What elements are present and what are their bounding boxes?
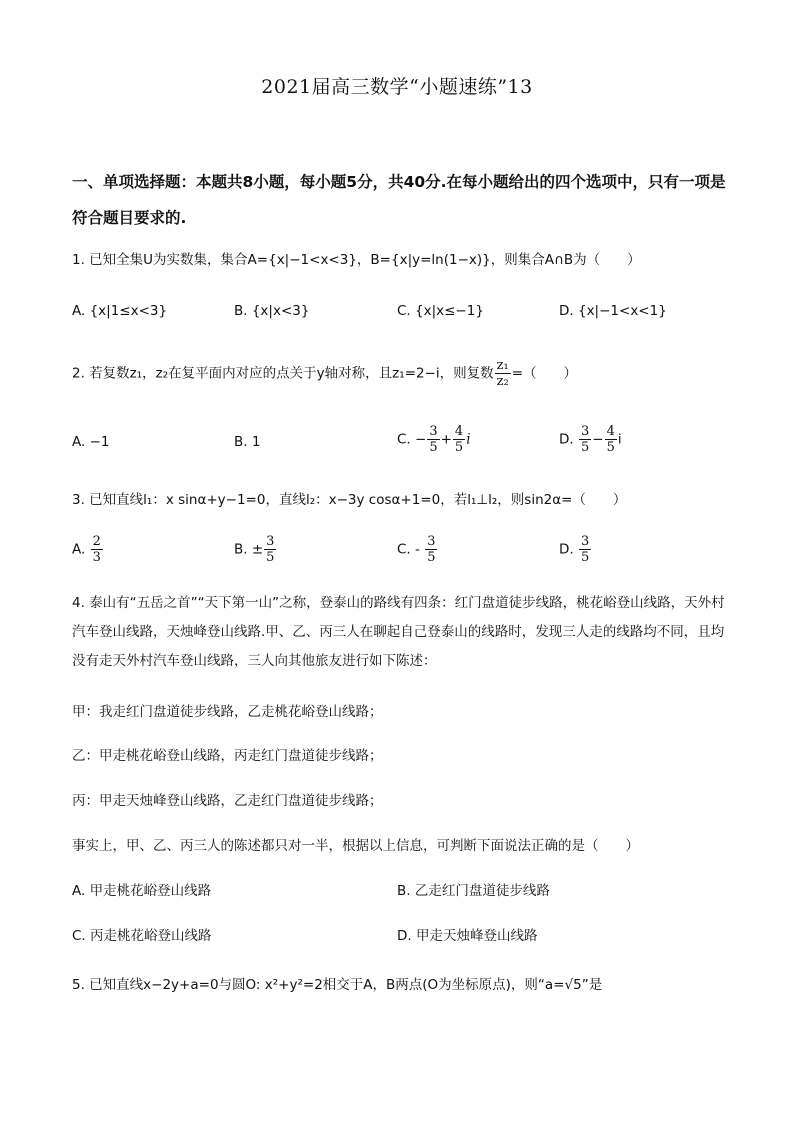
q2-c-frac-1	[427, 424, 439, 455]
q3-a-label: A.	[72, 541, 86, 558]
q2-d-f1-den: 5	[580, 440, 590, 455]
q3-c-label: C. -	[397, 541, 420, 558]
q2-option-d[interactable]	[559, 424, 622, 455]
section-heading: 一、单项选择题：本题共8小题，每小题5分，共40分.在每小题给出的四个选项中，只有一项是符合题目要求的.	[72, 173, 726, 227]
q2-c-f2-den: 5	[454, 440, 464, 455]
q2-fraction	[495, 358, 511, 389]
q4-option-d[interactable]: D. 甲走天烛峰登山线路	[397, 928, 538, 944]
q4-fact: 事实上，甲、乙、丙三人的陈述都只对一半，根据以上信息，可判断下面说法正确的是（ ）	[72, 838, 639, 854]
q2-d-tail: i	[617, 431, 622, 448]
q2-option-c[interactable]	[397, 424, 471, 455]
q2-c-label: C.	[397, 431, 411, 448]
q2-d-label: D.	[559, 431, 574, 448]
q2-d-frac-1	[579, 424, 591, 455]
q2-stem-after: =（ ）	[511, 365, 577, 382]
q3-c-num: 3	[427, 534, 436, 549]
q3-d-label: D.	[559, 541, 574, 558]
q4-option-a[interactable]: A. 甲走桃花峪登山线路	[72, 883, 212, 899]
q3-option-a[interactable]	[72, 534, 104, 565]
question-2-stem	[72, 358, 732, 389]
q3-b-frac	[264, 534, 276, 565]
q3-option-c[interactable]	[397, 534, 438, 565]
q2-frac-num: z₁	[496, 358, 509, 373]
q4-statement-bing: 丙：甲走天烛峰登山线路，乙走红门盘道徒步线路；	[72, 793, 383, 809]
q3-option-b[interactable]	[234, 534, 277, 565]
page-title: 2021届高三数学“小题速练”13	[261, 76, 533, 98]
q2-c-f2-num: 4	[454, 424, 464, 439]
q1-option-c[interactable]: C. {x|x≤−1}	[397, 303, 484, 319]
q4-statement-jia: 甲：我走红门盘道徒步线路，乙走桃花峪登山线路；	[72, 704, 383, 720]
q3-d-den: 5	[580, 550, 590, 565]
q3-b-label: B. ±	[234, 541, 264, 558]
q2-d-f1-num: 3	[580, 424, 590, 439]
q1-option-a[interactable]: A. {x|1≤x<3}	[72, 303, 168, 319]
question-5-stem: 5. 已知直线x−2y+a=0与圆O: x²+y²=2相交于A，B两点(O为坐标原点)，则“a=√5”是	[72, 977, 603, 993]
q4-statement-yi: 乙：甲走桃花峪登山线路，丙走红门盘道徒步线路；	[72, 748, 383, 764]
q4-option-b[interactable]: B. 乙走红门盘道徒步线路	[397, 883, 550, 899]
q2-d-frac-2	[605, 424, 617, 455]
q3-d-frac	[579, 534, 591, 565]
q2-c-plus: +	[440, 431, 452, 448]
q2-d-minus: −	[592, 431, 604, 448]
q3-c-frac	[425, 534, 437, 565]
q2-c-sign: −	[415, 431, 427, 448]
q3-b-den: 5	[266, 550, 275, 565]
q2-option-a[interactable]: A. −1	[72, 434, 110, 450]
question-1-stem: 1. 已知全集U为实数集，集合A={x|−1<x<3}，B={x|y=ln(1−x)}，则集合A∩B为（ ）	[72, 252, 641, 268]
q2-d-f2-den: 5	[606, 440, 615, 455]
question-3-stem: 3. 已知直线l₁：x sinα+y−1=0，直线l₂：x−3y cosα+1=0，若l₁⊥l₂，则sin2α=（ ）	[72, 492, 627, 508]
q2-c-f1-den: 5	[429, 440, 438, 455]
q3-a-num: 2	[92, 534, 101, 549]
q2-frac-den: z₂	[496, 374, 509, 389]
q2-c-f1-num: 3	[429, 424, 438, 439]
q1-option-d[interactable]: D. {x|−1<x<1}	[559, 303, 667, 319]
q3-option-d[interactable]	[559, 534, 592, 565]
q3-d-num: 3	[580, 534, 590, 549]
q3-b-num: 3	[266, 534, 275, 549]
q1-option-b[interactable]: B. {x|x<3}	[234, 303, 310, 319]
q2-d-f2-num: 4	[606, 424, 615, 439]
q2-c-frac-2	[453, 424, 465, 455]
q2-c-tail: i	[466, 431, 471, 448]
q2-stem-before: 2. 若复数z₁，z₂在复平面内对应的点关于y轴对称，且z₁=2−i，则复数	[72, 365, 494, 382]
q4-option-c[interactable]: C. 丙走桃花峪登山线路	[72, 928, 212, 944]
q2-option-b[interactable]: B. 1	[234, 434, 261, 450]
q3-c-den: 5	[427, 550, 436, 565]
question-4-stem: 4. 泰山有“五岳之首”“天下第一山”之称，登泰山的路线有四条：红门盘道徒步线路，桃花峪登山线路，天外村汽车登山线路，天烛峰登山线路.甲、乙、丙三人在聊起自己登泰山的线路时，发现三人走的线路均不同，且均没有走天外村汽车登山线路，三人向其他旅友进行如下陈述：	[72, 595, 725, 669]
q3-a-frac	[91, 534, 103, 565]
q3-a-den: 3	[92, 550, 101, 565]
